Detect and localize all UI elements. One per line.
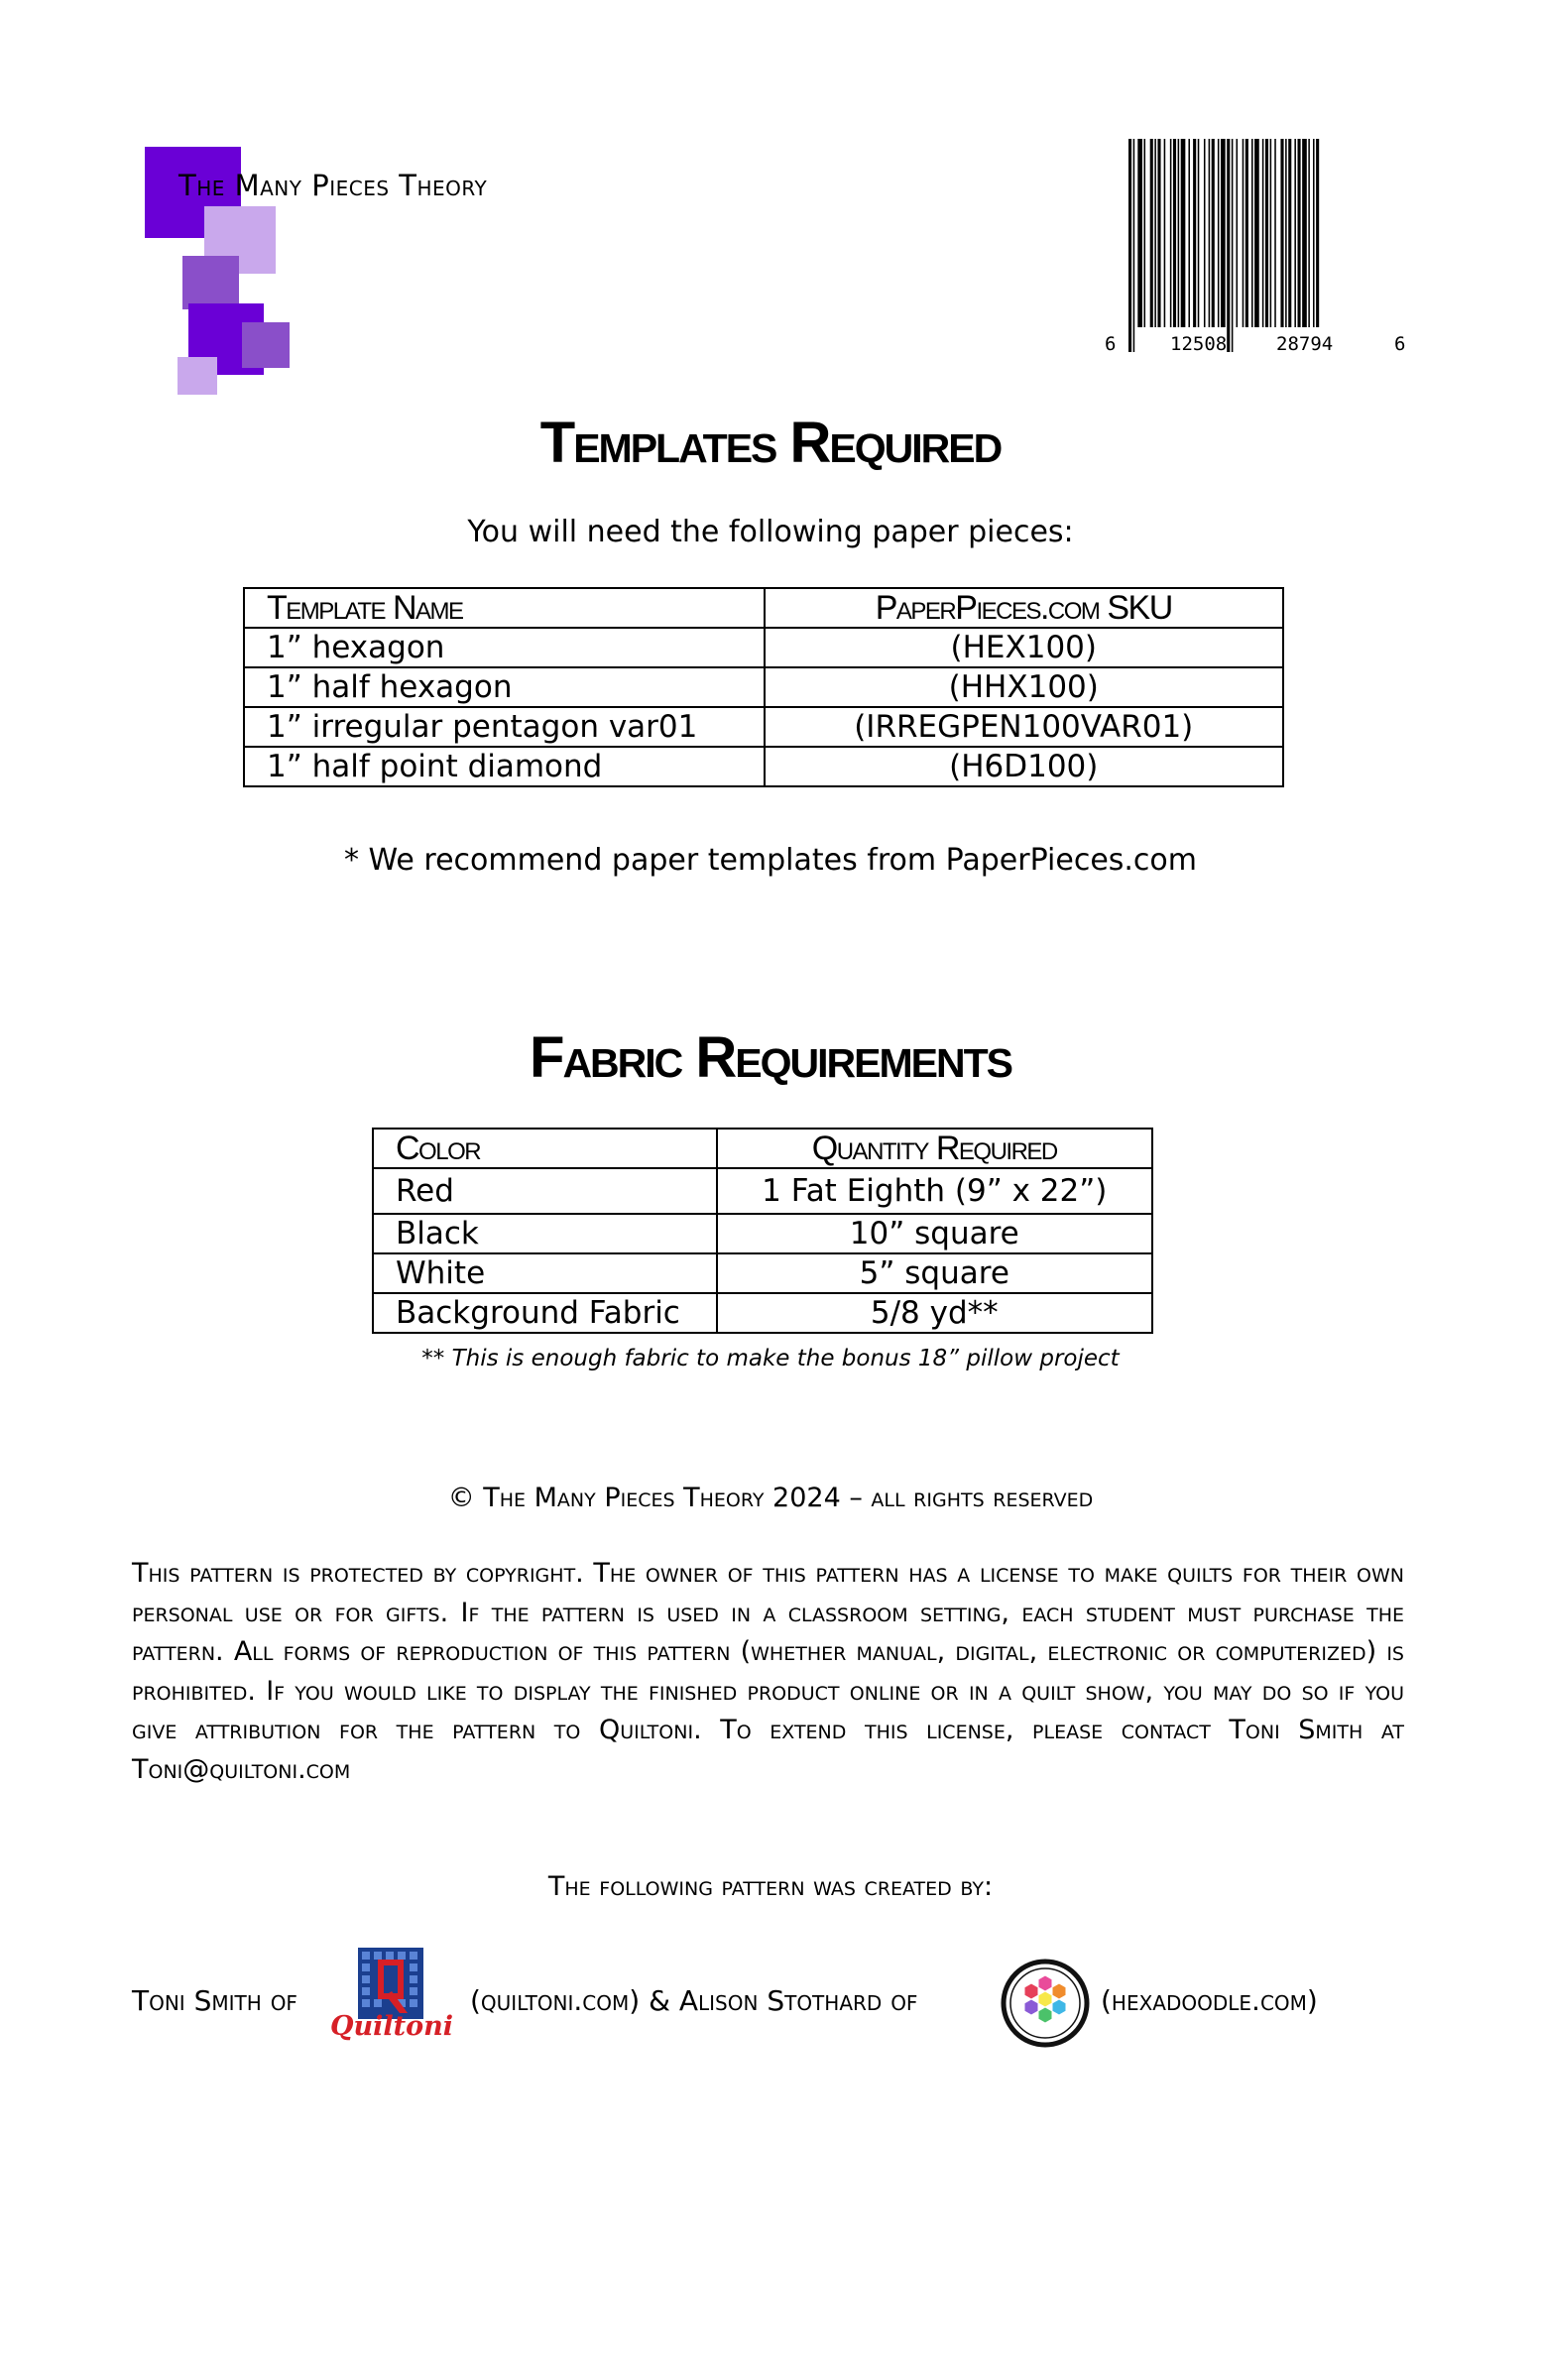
table-row (244, 628, 1283, 667)
templates-intro: You will need the following paper pieces: (467, 515, 1074, 549)
brand-name: The Many Pieces Theory (178, 169, 488, 202)
logo-square (242, 322, 290, 368)
templates-title: Templates Required (539, 411, 1002, 475)
template-name-cell: 1” hexagon (244, 628, 765, 667)
table-row (244, 667, 1283, 707)
column-header-template-name: Template Name (244, 588, 765, 628)
template-name-cell: 1” half hexagon (244, 667, 765, 707)
table-row (373, 1293, 1152, 1333)
templates-recommendation: * We recommend paper templates from PaperPieces.com (343, 843, 1198, 878)
hexadoodle-logo (1001, 1959, 1090, 2048)
fabric-color-cell: White (373, 1253, 717, 1293)
fabric-title: Fabric Requirements (530, 1025, 1011, 1090)
credit-toni: Toni Smith of (132, 1984, 297, 2017)
table-header-row (373, 1129, 1152, 1168)
template-sku-cell: (H6D100) (765, 747, 1284, 786)
template-name-cell: 1” irregular pentagon var01 (244, 707, 765, 747)
template-sku-cell: (HEX100) (765, 628, 1284, 667)
fabric-footnote: ** This is enough fabric to make the bonus 18” pillow project (421, 1346, 1120, 1371)
fabric-color-cell: Black (373, 1214, 717, 1253)
barcode (1125, 139, 1392, 362)
template-sku-cell: (HHX100) (765, 667, 1284, 707)
fabric-color-cell: Red (373, 1168, 717, 1214)
fabric-table (372, 1128, 1153, 1334)
logo-square (178, 357, 217, 395)
quiltoni-logo (330, 1946, 454, 2057)
quiltoni-logo-text: Quiltoni (330, 2011, 454, 2042)
table-row (373, 1214, 1152, 1253)
credit-hexadoodle-site: (hexadoodle.com) (1101, 1984, 1318, 2017)
fabric-quantity-cell: 5/8 yd** (717, 1293, 1152, 1333)
table-row (373, 1253, 1152, 1293)
column-header-sku: PaperPieces.com SKU (765, 588, 1284, 628)
column-header-quantity: Quantity Required (717, 1129, 1152, 1168)
barcode-right-digit: 6 (1394, 333, 1406, 355)
barcode-group-1: 12508 (1170, 333, 1228, 355)
barcode-group-2: 28794 (1276, 333, 1334, 355)
table-row (244, 747, 1283, 786)
copyright-line: © The Many Pieces Theory 2024 – all rights reserved (447, 1483, 1094, 1513)
table-row (373, 1168, 1152, 1214)
barcode-left-digit: 6 (1105, 333, 1117, 355)
fabric-quantity-cell: 1 Fat Eighth (9” x 22”) (717, 1168, 1152, 1214)
table-row (244, 707, 1283, 747)
column-header-color: Color (373, 1129, 717, 1168)
fabric-quantity-cell: 5” square (717, 1253, 1152, 1293)
created-by-heading: The following pattern was created by: (547, 1871, 994, 1902)
fabric-quantity-cell: 10” square (717, 1214, 1152, 1253)
template-sku-cell: (IRREGPEN100VAR01) (765, 707, 1284, 747)
table-header-row (244, 588, 1283, 628)
logo-square (182, 256, 239, 309)
license-paragraph: This pattern is protected by copyright. The owner of this pattern has a license to make quilts for their own personal use or for gifts. If the pattern is used in a classroom setting, each student must purchase the pattern. All forms of reproduction of this pattern (whether manual, digital, electronic or computerized) is prohibited. If you would like to display the finished product online or in a quilt show, you may do so if you give attribution for the pattern to Quiltoni. To extend this license, please contact Toni Smith at Toni@quiltoni.com (132, 1558, 1404, 1785)
templates-table (243, 587, 1284, 787)
template-name-cell: 1” half point diamond (244, 747, 765, 786)
fabric-color-cell: Background Fabric (373, 1293, 717, 1333)
credit-quiltoni-site: (quiltoni.com) & Alison Stothard of (470, 1984, 918, 2017)
